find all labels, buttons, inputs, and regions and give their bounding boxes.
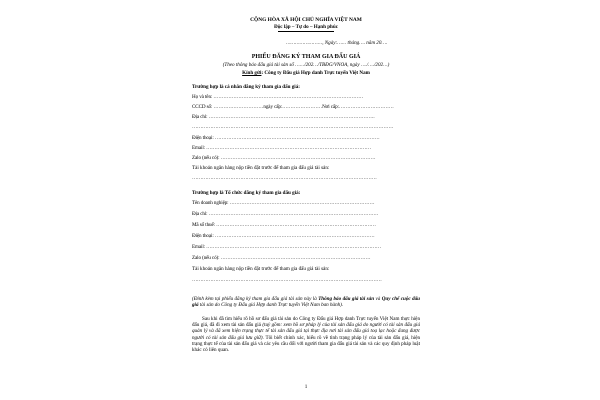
organization-section-heading: Trường hợp là Tổ chức đăng ký tham gia đấu giá: xyxy=(192,190,301,196)
individual-bank-field: ………………………………………………………………………………………………… xyxy=(192,175,377,181)
note-text-start: (Đính kèm tại phiếu đăng ký tham gia đấu giá tài sản này là xyxy=(192,296,319,302)
individual-email-field: Email: ……………………………………………………………………………………… xyxy=(192,145,371,151)
notice-reference: (Theo thông báo đấu giá tài sản số ……/202…/TBĐG/VNOA, ngày …./…./202…) xyxy=(222,62,390,68)
org-bank-label: Tài khoản ngân hàng nộp tiền đặt trước để tham gia đấu giá tài sản: xyxy=(192,266,330,272)
individual-id-field: CCCD số: …………………………ngày cấp:……………………Nơi cấp:…………………………… xyxy=(192,104,394,110)
note-text-end: tài sản do Công ty Đấu giá Hợp danh Trực tuyến Việt Nam ban hành). xyxy=(198,302,344,309)
commitment-text-start: Sau khi đã tìm hiểu rõ hồ sơ đấu giá tài sản do Công ty Đấu giá Hợp danh Trực tuyến Việt Nam thực hiện đấu giá, đã đi xem tài sản đấu giá xyxy=(192,316,420,329)
individual-bank-label: Tài khoản ngân hàng nộp tiền đặt trước để tham gia đấu giá tài sản: xyxy=(192,165,330,171)
motto-underline xyxy=(278,31,334,32)
document-page xyxy=(178,4,434,396)
attachment-note xyxy=(192,296,420,308)
note-auction-notice: Thông báo đấu giá tài sản xyxy=(318,296,375,302)
note-auction-rules: Quy chế cuộc đấu giá xyxy=(192,296,420,309)
country-heading: CỘNG HÒA XÃ HỘI CHỦ NGHĨA VIỆT NAM xyxy=(250,17,362,23)
individual-address-field: Địa chỉ: ………………………………………………………………………………………. xyxy=(192,114,375,120)
national-motto: Độc lập – Tự do – Hạnh phúc xyxy=(274,24,338,30)
form-title: PHIẾU ĐĂNG KÝ THAM GIA ĐẤU GIÁ xyxy=(251,54,361,60)
note-text-and: và xyxy=(374,296,382,302)
commitment-text-end: Tôi biết chính xác, hiểu rõ về tình trạng pháp lý của tài sản đấu giá, hiện trạng thực tế của tài sản đấu giá và các yêu cầu đối với người tham gia đấu giá tài sản và các quy định pháp luật khác có liên quan. xyxy=(192,334,420,354)
individual-phone-field: Điện thoại: ……………………………………………………………………………………… xyxy=(192,135,380,141)
page-number: 1 xyxy=(304,384,308,390)
org-zalo-field: Zalo (nếu có): ……………………………………………………………………………… xyxy=(192,255,371,261)
recipient-line xyxy=(178,70,434,76)
individual-section-heading: Trường hợp là cá nhân đăng ký tham gia đấu giá: xyxy=(192,84,300,90)
individual-name-field: Họ và tên: ……………………………………………………………………………… xyxy=(192,94,364,100)
org-tax-code-field: Mã số thuế: …………………………………………………………………………………… xyxy=(192,222,376,228)
org-phone-field: Điện thoại: …………………………………………………………………………………… xyxy=(192,233,375,239)
commitment-italic-clause: (tuỳ gồm: xem hồ sơ pháp lý của tài sản đấu giá do người có tài sản đấu giá quản lý và đã xem hiện trạng thực tế tài sản đấu giá tại thực địa nơi tài sản đấu giá toạ lạc hoặc đang được người có tài sản đấu giá lưu giữ). xyxy=(192,322,420,341)
recipient-value: : Công ty Đấu giá Hợp danh Trực tuyến Việt Nam xyxy=(261,70,370,76)
date-line: ……………………, Ngày:…… tháng…. năm 20…. xyxy=(286,40,388,46)
recipient-label: Kính gửi xyxy=(242,70,262,76)
org-bank-field: …………………………………………………………………………………………………… xyxy=(192,277,382,283)
individual-zalo-field: Zalo (nếu có): ………………………………………………………………………………… xyxy=(192,155,376,161)
individual-address-continued: …………………………………………………………………………………………………………. xyxy=(192,124,393,130)
org-address-field: Địa chỉ: ………………………………………………………………………………………… xyxy=(192,211,379,217)
commitment-paragraph xyxy=(192,316,420,353)
org-email-field: Email: …………………………………………………………………………………………… xyxy=(192,244,381,250)
org-name-field: Tên doanh nghiệp: …………………………………………………………………………… xyxy=(192,200,375,206)
